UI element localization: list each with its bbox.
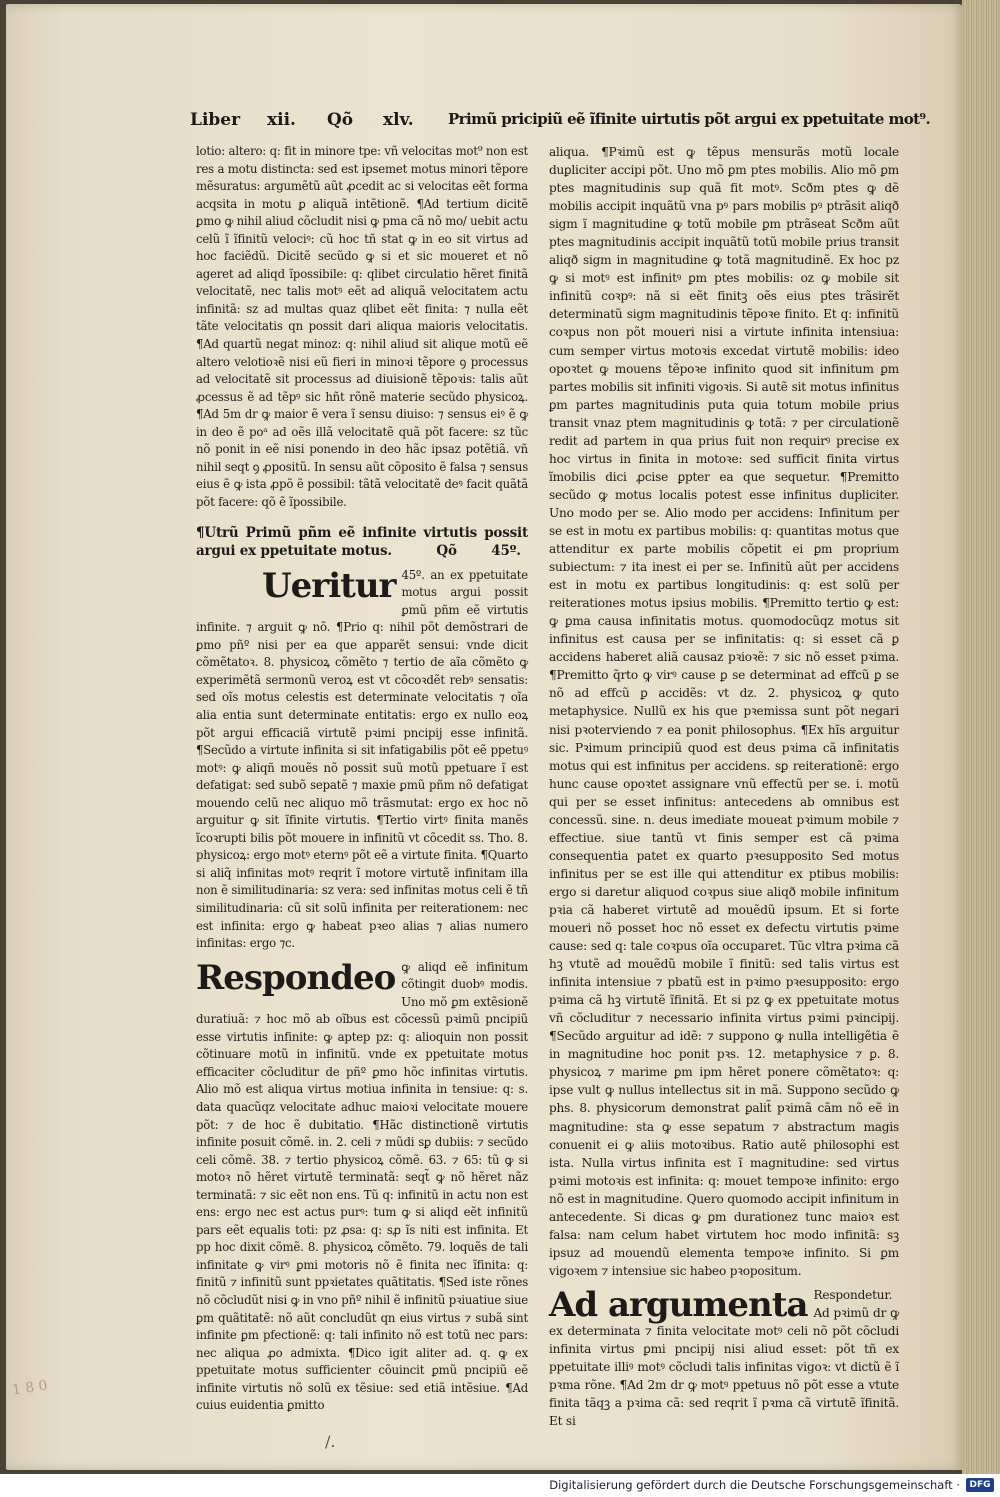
running-head-title: Primũ pricipiũ eẽ ĩfinite uirtutis põt argui ex ppetuitate mot⁹.: [448, 110, 931, 128]
margin-ghost-note: 1 8 0: [11, 1377, 49, 1399]
running-head-book-number: xii.: [267, 110, 296, 130]
ad-argumenta-initial: Ad argumenta: [549, 1284, 808, 1325]
running-head-liber: Liber: [190, 110, 241, 130]
bottom-mark: /.: [325, 1432, 336, 1451]
ad-argumenta-text: Respondetur. Ad pꝛimũ dr ꝙ ex determinata ⁊ finita velocitate motꝰ celi nõ põt cõcludi infinita virtus ꝑmi pncipij nisi aliud esset: põt tñ ex ppetuitate illiꝰ motꝰ cõcludi talis infinitas vigoꝛ: vt dictũ ẽ ĩ pꝛma rõne. ¶Ad 2m dr ꝙ motꝰ ppetuus nõ põt esse a vtute finita tãqꝫ a pꝛima cã: sed reqrit ĩ pꝛma cã virtutẽ ĩfinitã. Et si: [549, 1287, 899, 1429]
question-heading: [196, 525, 528, 560]
running-head-question-number: xlv.: [383, 110, 414, 130]
running-head: [190, 110, 931, 138]
dfg-logo[interactable]: DFG: [966, 1478, 994, 1492]
ad-argumenta-paragraph: [549, 1286, 899, 1430]
right-column: [549, 143, 899, 1430]
veritur-text: 45º. an ex ppetuitate motus argui possit ꝑmũ pñm eẽ virtutis infinite. ⁊ arguit ꝙ nõ. ¶Prio q: nihil põt demõstrari de ꝑmo pñº nisi per ea que apparẽt sensui: vnde dicit cõmẽtatoꝛ. 8. physicoꝝ cõmẽto ⁊ tertio de aĩa cõmẽto ꝙ experimẽtã sermonũ veroꝝ est vt cõcoꝛdẽt rebꝰ sensatis: sed oĩs motus celestis est determinate velocitatis ⁊ oĩa alia entia sunt determinate entitatis: ergo ex nullo eoꝝ põt argui efficaciã virtutẽ pꝛimi pncipij esse infinitã. ¶Secũdo a virtute infinita si sit infatigabilis põt eẽ ppetuꝰ motꝰ: ꝙ aliqñ mouẽs nõ possit suũ motũ ppetuare ĩ est defatigat: sed subõ sepatẽ ⁊ maxie ꝑmũ pñm nõ defatigat mouendo celũ nec aliquo mõ trãsmutat: ergo ex hoc nõ arguitur ꝙ sit ĩfinite virtutis. ¶Tertio virtꝰ finita manẽs ĩcoꝛrupti bilis põt mouere in infinitũ vt cõcedit ss. Tho. 8. physicoꝝ: ergo motꝰ eternꝰ põt eẽ a virtute finita. ¶Quarto si aliq̃ infinitas motꝰ reqrit ĩ motore virtutẽ infinitam illa non ẽ similitudinaria: sz vera: sed infinitas motus celi ẽ tñ similitudinaria: cũ sit solũ infinita per reiterationem: nec est infinita: ergo ꝙ habeat pꝛeo alias ⁊ alias numero infinitas: ergo ⁊c.: [196, 567, 528, 951]
page-edges: [962, 0, 1000, 1474]
respondeo-paragraph: [196, 959, 528, 1415]
right-paragraph-1: aliqua. ¶Pꝛimũ est ꝙ tẽpus mensurãs motũ locale duꝑliciter accipi põt. Uno mõ ꝑm ptes mobilis. Alio mõ ꝑm ptes magnitudinis sup quã fit motꝰ. Scðm ptes ꝙ dẽ mobilis accipit inquãtũ vna pꝰ pars mobilis pꝰ ptrãsit aliqð sigm ĩ magnitudine ꝙ totũ mobile ꝑm ptrãseat Scðm aũt ptes magnitudinis accipit inquãtũ totũ mobile prius transit aliqð sigm in magnitudine ꝙ totã magnitudinẽ. Ex hoc pz ꝙ si motꝰ est infinitꝰ ꝑm ptes mobilis: oz ꝙ mobile sit infinitũ coꝛpꝰ: nã si eẽt finitꝫ oẽs eius ptes trãsirẽt determinatũ sigm magnitudinis tẽpoꝛe finito. Et q: infinitũ coꝛpus non põt moueri nisi a virtute infinita intensiua: cum semper virtus motoꝛis excedat virtutẽ mobilis: ideo opoꝛtet ꝙ mouens tẽpoꝛe infinito quod sit infinitum ꝑm partes mobilis sit infiniti vigoꝛis. Si autẽ sit motus infinitus ꝑm partes magnitudinis puta quia totum mobile prius transit vnaz ptem magnitudinis ꝙ totã: ⁊ per circulationẽ redit ad partem in qua prius fuit non requirꝰ precise ex hoc virtus in finita in motoꝛe: sed sufficit finita virtus ĩmobilis dici ꝓcise ꝑpter ea que sequetur. ¶Premitto secũdo ꝙ motus localis potest esse infinitus dupliciter. Uno modo per se. Alio modo per accidens: Infinitum per se est in motu ex partibus mobilis: q: quantitas motus que attenditur ex parte mobilis cõpetit ei ꝑm proprium subiectum: ⁊ ita inest ei per se. Infinitũ aũt per accidens est in motu ex partibus longitudinis: q: est solũ per reiterationes motus ipsius mobilis. ¶Premitto tertio ꝙ est: ꝙ ꝑma causa infinitatis motus. quomodocũqz motus sit infinitus est causa per se infinitatis: q: si esset cã ꝑ accidens haberet aliã causaz pꝛioꝛẽ: ⁊ sic nõ esset pꝛima. ¶Premitto q̃rto ꝙ virꝰ cause ꝑ se determinat ad effcũ ꝑ se nõ ad effcũ ꝑ accidẽs: vt dz. 2. physicoꝝ ꝙ quto metaphysice. Nullũ ex his que pꝛemissa sunt põt negari nisi pꝛoterviendo ⁊ ea ponit philosophus. ¶Ex hĩs arguitur sic. Pꝛimum principiũ quod est deus pꝛima cã infinitatis motus qui est infinitus per accidens. sꝑ reiterationẽ: ergo hunc cause opoꝛtet assignare vnũ effectũ per se. i. motũ qui per se esset infinitus: antecedens ab omnibus est concessũ. sine. n. deus imediate moueat pꝛimum mobile ⁊ effectiue. siue tantũ vt finis semper est cã pꝛima consequentia patet ex quarto pꝛesupposito Sed motus infinitus per se est ille qui attenditur ex ptibus mobilis: ergo si daretur aliquod coꝛpus siue aliqð mobile infinitum pꝛia cã haberet virtutẽ ad mouẽdũ ipsum. Et si forte moueri nõ posset hoc nõ esset ex defectu virtutis pꝛime cause: sed q: tale coꝛpus oĩa occuparet. Tũc vltra pꝛima cã hꝫ vtutẽ ad mouẽdũ mobile ĩ finitũ: sed talis virtus est infinita intensiue ⁊ pbatũ est in pꝛimo pꝛesupposito: ergo pꝛima cã hꝫ virtutẽ ĩfinitã. Et si pz ꝙ ex ppetuitate motus vñ cõcluditur ⁊ necessario infinita virtus pꝛimi pꝛincipij. ¶Secũdo arguitur ad idẽ: ⁊ suppono ꝙ nulla intelligẽtia ẽ in magnitudine hoc ponit pꝛs. 12. metaphysice ⁊ ꝑ. 8. physicoꝝ ⁊ marime ꝑm ipm hẽret ponere cõmẽtatoꝛ: q: ipse vult ꝙ nullus intellectus sit in mã. Suppono secũdo ꝙ phs. 8. physicorum demonstrat ꝑalit̃ pꝛimã cãm nõ eẽ in magnitudine: sta ꝙ esse sepatum ⁊ abstractum magis conuenit ei ꝙ aliis motoꝛibus. Ratio autẽ philosophi est ista. Nulla virtus infinita est ĩ magnitudine: sed virtus pꝛimi motoꝛis est infinita: q: mouet tempoꝛe infinito: ergo nõ est in magnitudine. Quero quomodo accipit infinitum in antecedente. Si dicas ꝙ ꝑm durationez tunc maioꝛ est falsa: nam celum habet virtutem hoc modo infinitã: sꝫ ipsuz ad mouendũ elementa tempoꝛe infinito. Si ꝑm vigoꝛem ⁊ intensiue sic habeo pꝛopositum.: [549, 145, 899, 1278]
left-column: [196, 143, 528, 1415]
respondeo-initial: Respondeo: [196, 957, 396, 998]
question-label: Qõ: [436, 543, 457, 560]
veritur-paragraph: [196, 567, 528, 953]
running-head-questio: Qõ: [327, 110, 354, 130]
question-number: 45º.: [491, 543, 521, 560]
respondeo-text: ꝙ aliqd eẽ infinitum cõtingit duobꝰ modis. Uno mõ ꝑm extẽsionẽ duratiuã: ⁊ hoc mõ ab oĩbus est cõcessũ pꝛimũ pncipiũ esse virtutis infinite: ꝙ aptep pz: q: alioquin non possit cõtinuare motũ in infinitũ. vnde ex ppetuitate motus efficaciter cõcluditur de pñº ꝑmo hõc infinitas virtutis. Alio mõ est aliqua virtus motiua infinita in tensiue: q: s. data quacũqz velocitate adhuc maioꝛi velocitate mouere põt: ⁊ de hoc ẽ dubitatio. ¶Hãc distinctionẽ virtutis infinite posuit cõmẽ. in. 2. celi ⁊ mũdi sꝑ dubiis: ⁊ secũdo celi cõmẽ. 38. ⁊ tertio physicoꝝ cõmẽ. 63. ⁊ 65: tũ ꝙ si motoꝛ nõ hẽret virtutẽ terminatã: seqt̃ ꝙ nõ hẽret nãz terminatã: ⁊ sic eẽt non ens. Tũ q: infinitũ in actu non est ens: ergo nec est actus purꝰ: tum ꝙ si aliqd eẽt infinitũ pars eẽt equalis toti: pz ꝓsa: q: sꝓ ĩs niti est infinita. Et pp hoc dixit cõmẽ. 8. physicoꝝ cõmẽto. 79. loquẽs de tali infinitate ꝙ virꝰ ꝑmi motoris nõ ẽ finita nec ĩfinita: q: finitũ ⁊ infinitũ sunt ppꝛietates quãtitatis. ¶Sed iste rõnes nõ cõcludũt nisi ꝙ in vno pñº nihil ẽ infinitũ pꝛiuatiue siue ꝑm quãtitatẽ: nõ aũt concludũt qn eius virtus ⁊ subã sint infinite ꝑm pfectionẽ: q: tali infinito nõ est totũ nec pars: nec aliqua ꝓo admixta. ¶Dico igit aliter ad. q. ꝙ ex ppetuitate motus sufficienter cõuincit ꝑmũ pncipiũ eẽ infinite virtutis nõ solũ ex tẽsiue: sed etiã intẽsiue. ¶Ad cuius euidentia ꝑmitto: [196, 959, 528, 1413]
veritur-initial: Ueritur: [262, 565, 396, 606]
footer-bar: [0, 1474, 1000, 1497]
question-heading-text: ¶Utrũ Primũ pñm eẽ infinite virtutis possit argui ex ppetuitate motus.: [196, 525, 528, 560]
left-paragraph-1: lotio: altero: q: fit in minore tpe: vñ velocitas mot⁹ non est res a motu distincta: sed est ipsemet motus minori tẽpore mẽsuratus: argumẽtũ aũt ꝓcedit ac si velocitas eẽt forma acqsita in motu ꝑ aliquã intẽtionẽ. ¶Ad tertium dicitẽ ꝑmo ꝙ nihil aliud cõcludit nisi ꝙ pma cã nõ mo/ uebit actu celũ ĩ ĩfinitũ velociꝰ: cũ hoc tñ stat ꝙ in eo sit virtus ad hoc faciẽdũ. Dicitẽ secũdo ꝙ si et sic moueret et nõ ageret ad aliqd ĩpossibile: q: qlibet circulatio hẽret finitã velocitatẽ, nec talis motꝰ eẽt ad aliquã velocitatem actu infinitã: sz ad multas quaz qlibet eẽt finita: ⁊ nulla eẽt tãte velocitatis qn possit dari aliqua maioris velocitatis. ¶Ad quartũ negat minoz: q: nihil aliud sit alique motũ eẽ altero velotioꝛẽ nisi eũ fieri in minoꝛi tẽpore ꝯ processus ad velocitatẽ sit processus ad diuisionẽ tẽpoꝛis: talis aũt ꝓcessus ẽ ad tẽpꝰ sic hñt rõnẽ materie secũdo physicoꝝ. ¶Ad 5m dr ꝙ maior ẽ vera ĩ sensu diuiso: ⁊ sensus eiꝰ ẽ ꝙ in deo ẽ poᵃ ad oẽs illã velocitatẽ quã põt facere: sz tũc nõ ponit in eẽ nisi ponendo in deo hãc ipsaz potẽtiã. vñ nihil seqt ꝯ ꝓpositũ. In sensu aũt cõposito ẽ falsa ⁊ sensus eius ẽ ꝙ ista ꝓpõ ẽ possibil: tãtã velocitatẽ deꝰ facit quãtã põt facere: qõ ẽ ĩpossibile.: [196, 144, 528, 509]
footer-credit: Digitalisierung gefördert durch die Deutsche Forschungsgemeinschaft ·: [549, 1478, 960, 1492]
